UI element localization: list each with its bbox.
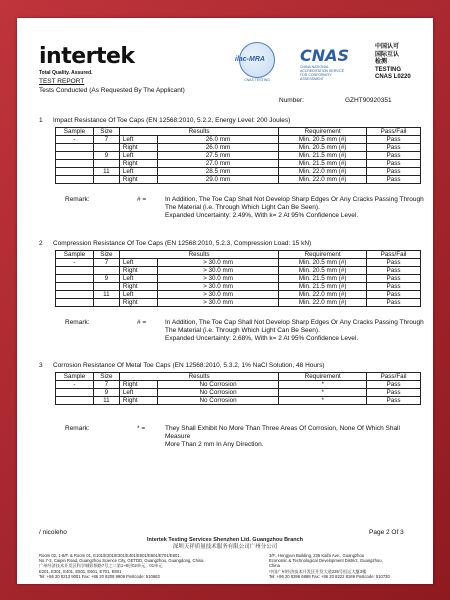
cell-pf: Pass bbox=[367, 267, 421, 275]
cell-pf: Pass bbox=[367, 168, 421, 176]
results-table bbox=[55, 250, 421, 307]
cell-side: Left bbox=[119, 168, 157, 176]
table-header: Sample bbox=[56, 251, 94, 259]
cell-pf: Pass bbox=[367, 144, 421, 152]
report-title: TEST REPORT bbox=[39, 78, 85, 85]
address-left bbox=[39, 553, 229, 579]
remark-text bbox=[165, 319, 427, 343]
intertek-logo: intertek bbox=[39, 44, 135, 69]
table-row bbox=[56, 136, 421, 144]
cell-result: > 30.0 mm bbox=[157, 291, 278, 299]
company-name-cn: 深圳天祥质量技术服务有限公司广州分公司 bbox=[172, 544, 278, 550]
cell-req: Min. 21.5 mm (#) bbox=[279, 275, 367, 283]
table-header: Size bbox=[93, 373, 119, 381]
section-number: 2 bbox=[39, 240, 43, 247]
cell-side: Right bbox=[119, 267, 157, 275]
cell-result: 26.0 mm bbox=[157, 136, 278, 144]
tests-conducted: Tests Conducted (As Requested By The Applicant) bbox=[39, 87, 185, 94]
address-line: 广州经济技术开发区科学城彩频路7号之二第1~8层02单元，01单元 bbox=[39, 563, 163, 569]
cell-pf: Pass bbox=[367, 291, 421, 299]
address-line: Tel: +86 20 8396 6868 Fax: +86 20 8222 8169 Postcode: 510730 bbox=[269, 573, 390, 579]
address-line: No.7-2, Caipin Road, Guangzhou Science City, GETDD, Guangzhou, Guangdong, China bbox=[39, 558, 204, 564]
report-page bbox=[17, 18, 433, 584]
cell-req: Min. 21.5 mm (#) bbox=[279, 160, 367, 168]
cell-side: Right bbox=[119, 283, 157, 291]
table-header: Size bbox=[93, 251, 119, 259]
cell-sample bbox=[56, 275, 94, 283]
remark-symbol: # = bbox=[137, 319, 147, 326]
table-row bbox=[56, 267, 421, 275]
cell-req: Min. 22.0 mm (#) bbox=[279, 168, 367, 176]
cell-size bbox=[93, 176, 119, 184]
report-number: GZHT90920351 bbox=[345, 97, 392, 104]
table-row bbox=[56, 397, 421, 405]
section-title: Impact Resistance Of Toe Caps (EN 12568:2010, 5.2.2, Energy Level: 200 Joules) bbox=[53, 117, 291, 124]
company-name: Intertek Testing Services Shenzhen Ltd. Guangzhou Branch bbox=[146, 537, 304, 543]
accreditation-line: 检测 bbox=[375, 59, 388, 65]
cell-pf: Pass bbox=[367, 152, 421, 160]
section-number: 1 bbox=[39, 117, 43, 124]
cell-result: 27.0 mm bbox=[157, 160, 278, 168]
table-header: Sample bbox=[56, 373, 94, 381]
cell-size bbox=[93, 144, 119, 152]
cell-result: No Corrosion bbox=[157, 389, 279, 397]
cell-size: 11 bbox=[93, 168, 119, 176]
cell-req: * bbox=[279, 389, 367, 397]
remark-label: Remark: bbox=[65, 319, 90, 326]
cell-sample: - bbox=[56, 381, 94, 389]
table-row bbox=[56, 381, 421, 389]
accreditation-line: 国际互认 bbox=[375, 51, 400, 58]
cell-side: Right bbox=[119, 160, 157, 168]
address-line: China bbox=[269, 563, 280, 569]
remark-symbol: # = bbox=[137, 196, 147, 203]
cell-size: 9 bbox=[93, 275, 119, 283]
cell-side: Right bbox=[119, 299, 157, 307]
cell-size: 11 bbox=[93, 397, 119, 405]
address-line: Room 02, 1-8/F. & Room 01, E101/E201/E301/E401/E501/E601/E701/E801, bbox=[39, 553, 181, 558]
cell-result: 28.5 mm bbox=[157, 168, 278, 176]
remark-line: The Material (i.e. Through Which Light Can Be Seen). bbox=[165, 204, 320, 211]
section-number: 3 bbox=[39, 362, 43, 369]
cell-req: * bbox=[279, 381, 367, 389]
cell-pf: Pass bbox=[367, 275, 421, 283]
cell-result: > 30.0 mm bbox=[157, 259, 278, 267]
table-header: Requirement bbox=[279, 373, 367, 381]
cell-size: 7 bbox=[93, 259, 119, 267]
cell-req: Min. 22.0 mm (#) bbox=[279, 176, 367, 184]
remark-symbol: * = bbox=[137, 425, 146, 432]
address-line: Economic & Technological Development District, Guangzhou, bbox=[269, 558, 383, 564]
cell-req: Min. 22.0 mm (#) bbox=[279, 299, 367, 307]
cell-result: No Corrosion bbox=[157, 397, 279, 405]
cell-side: Right bbox=[119, 144, 157, 152]
address-line: E201, E301, E401, E501, E601, E701, E801 bbox=[39, 568, 122, 574]
cell-side: Left bbox=[119, 291, 157, 299]
table-row bbox=[56, 283, 421, 291]
cell-sample bbox=[56, 152, 94, 160]
table-header-row bbox=[56, 251, 421, 259]
table-row bbox=[56, 259, 421, 267]
cell-sample: - bbox=[56, 259, 94, 267]
cell-side: Left bbox=[119, 259, 157, 267]
table-row bbox=[56, 275, 421, 283]
cell-sample bbox=[56, 160, 94, 168]
cell-req: Min. 22.0 mm (#) bbox=[279, 291, 367, 299]
address-line: 3/F., Hengyun Building, 235 Kaifa Ave., Guangzhou bbox=[269, 553, 365, 558]
table-header: Results bbox=[119, 128, 278, 136]
cell-size: 11 bbox=[93, 291, 119, 299]
cell-pf: Pass bbox=[367, 176, 421, 184]
cell-sample bbox=[56, 144, 94, 152]
cell-pf: Pass bbox=[367, 259, 421, 267]
remark-line: Expanded Uncertainty: 2.49%, With k= 2 At 95% Confidence Level. bbox=[165, 212, 359, 219]
cell-side: Right bbox=[119, 397, 157, 405]
cell-side: Right bbox=[119, 176, 157, 184]
address-line: Tel: +86 20 8213 9001 Fax: +86 20 8208 9909 Postcode: 510663 bbox=[39, 573, 160, 579]
table-header-row bbox=[56, 373, 421, 381]
table-row bbox=[56, 389, 421, 397]
cell-pf: Pass bbox=[367, 136, 421, 144]
cell-size: 7 bbox=[93, 136, 119, 144]
remark-line: Expanded Uncertainty: 2.68%, With k= 2 At 95% Confidence Level. bbox=[165, 335, 359, 342]
ilac-mra-logo: ilac-MRA CNAS TESTING bbox=[229, 42, 285, 82]
address-right bbox=[269, 553, 419, 579]
section-heading bbox=[39, 362, 325, 369]
address-line: 中国广州经济技术开发区开发大道235号恒运大厦3楼 bbox=[269, 568, 367, 574]
cell-sample bbox=[56, 283, 94, 291]
table-row bbox=[56, 160, 421, 168]
cell-result: 27.5 mm bbox=[157, 152, 278, 160]
results-table bbox=[55, 127, 421, 184]
number-label: Number: bbox=[279, 97, 304, 104]
cell-result: 29.0 mm bbox=[157, 176, 278, 184]
accreditation-text bbox=[375, 44, 411, 82]
cell-side: Left bbox=[119, 389, 157, 397]
cell-sample bbox=[56, 267, 94, 275]
cell-result: > 30.0 mm bbox=[157, 299, 278, 307]
section-title: Compression Resistance Of Toe Caps (EN 12568:2010, 5.2.3, Compression Load: 15 kN) bbox=[53, 240, 312, 247]
table-header: Results bbox=[119, 251, 278, 259]
table-row bbox=[56, 152, 421, 160]
table-row bbox=[56, 168, 421, 176]
author: / nicoleho bbox=[39, 529, 67, 536]
cell-side: Left bbox=[119, 152, 157, 160]
accreditation-line: CNAS L0220 bbox=[375, 74, 411, 80]
cell-sample bbox=[56, 291, 94, 299]
cell-sample bbox=[56, 299, 94, 307]
table-header: Results bbox=[119, 373, 278, 381]
cell-pf: Pass bbox=[367, 389, 421, 397]
cell-result: > 30.0 mm bbox=[157, 267, 278, 275]
cell-size: 9 bbox=[93, 152, 119, 160]
remark-label: Remark: bbox=[65, 425, 90, 432]
remark-line: In Addition, The Toe Cap Shall Not Develop Sharp Edges Or Any Cracks Passing Through bbox=[165, 319, 424, 326]
table-header-row bbox=[56, 128, 421, 136]
remark-line: In Addition, The Toe Cap Shall Not Develop Sharp Edges Or Any Cracks Passing Through bbox=[165, 196, 424, 203]
page-number: Page 2 Of 3 bbox=[369, 529, 404, 536]
cell-req: Min. 21.5 mm (#) bbox=[279, 152, 367, 160]
cell-pf: Pass bbox=[367, 299, 421, 307]
table-header: Size bbox=[93, 128, 119, 136]
cell-sample bbox=[56, 389, 94, 397]
cell-req: Min. 20.5 mm (#) bbox=[279, 136, 367, 144]
cell-req: Min. 20.5 mm (#) bbox=[279, 267, 367, 275]
tagline: Total Quality. Assured. bbox=[39, 70, 93, 76]
table-header: Requirement bbox=[279, 251, 367, 259]
table-header: Sample bbox=[56, 128, 94, 136]
table-row bbox=[56, 176, 421, 184]
cell-size: 7 bbox=[93, 381, 119, 389]
cell-size: 9 bbox=[93, 389, 119, 397]
table-row bbox=[56, 144, 421, 152]
table-header: Pass/Fail bbox=[367, 128, 421, 136]
cell-sample: - bbox=[56, 136, 94, 144]
table-header: Pass/Fail bbox=[367, 373, 421, 381]
cell-req: * bbox=[279, 397, 367, 405]
cell-size bbox=[93, 160, 119, 168]
cell-sample bbox=[56, 168, 94, 176]
cell-sample bbox=[56, 397, 94, 405]
section-heading bbox=[39, 240, 311, 247]
cell-pf: Pass bbox=[367, 160, 421, 168]
cell-req: Min. 21.5 mm (#) bbox=[279, 283, 367, 291]
cell-pf: Pass bbox=[367, 283, 421, 291]
results-table bbox=[55, 372, 421, 405]
remark-line: The Material (i.e. Through Which Light Can Be Seen). bbox=[165, 327, 320, 334]
cell-result: > 30.0 mm bbox=[157, 283, 278, 291]
accreditation-line: TESTING bbox=[375, 66, 402, 73]
cnas-logo: CNAS CHINA NATIONAL ACCREDITATION SERVICE FOR CONFORMITY ASSESSMENT bbox=[300, 46, 350, 81]
remark-line: More Than 2 mm In Any Direction. bbox=[165, 441, 264, 448]
section-heading bbox=[39, 117, 290, 124]
cell-req: Min. 20.5 mm (#) bbox=[279, 259, 367, 267]
cell-side: Left bbox=[119, 136, 157, 144]
cell-sample bbox=[56, 176, 94, 184]
table-row bbox=[56, 299, 421, 307]
cell-pf: Pass bbox=[367, 397, 421, 405]
remark-label: Remark: bbox=[65, 196, 90, 203]
cell-size bbox=[93, 267, 119, 275]
cell-side: Left bbox=[119, 275, 157, 283]
remark-line: They Shall Exhibit No More Than Three Areas Of Corrosion, None Of Which Shall Measure bbox=[165, 425, 400, 440]
section-title: Corrosion Resistance Of Metal Toe Caps (EN 12568:2010, 5.3.2, 1% NaCl Solution, 48 Hours) bbox=[53, 362, 325, 369]
cell-size bbox=[93, 283, 119, 291]
remark-text bbox=[165, 196, 427, 220]
accreditation-line: 中国认可 bbox=[375, 44, 400, 50]
cell-result: > 30.0 mm bbox=[157, 275, 278, 283]
table-header: Requirement bbox=[279, 128, 367, 136]
cell-size bbox=[93, 299, 119, 307]
cell-req: Min. 20.5 mm (#) bbox=[279, 144, 367, 152]
cell-side: Right bbox=[119, 381, 157, 389]
cell-pf: Pass bbox=[367, 381, 421, 389]
remark-text bbox=[165, 425, 427, 449]
table-row bbox=[56, 291, 421, 299]
cell-result: No Corrosion bbox=[157, 381, 279, 389]
cell-result: 26.0 mm bbox=[157, 144, 278, 152]
table-header: Pass/Fail bbox=[367, 251, 421, 259]
